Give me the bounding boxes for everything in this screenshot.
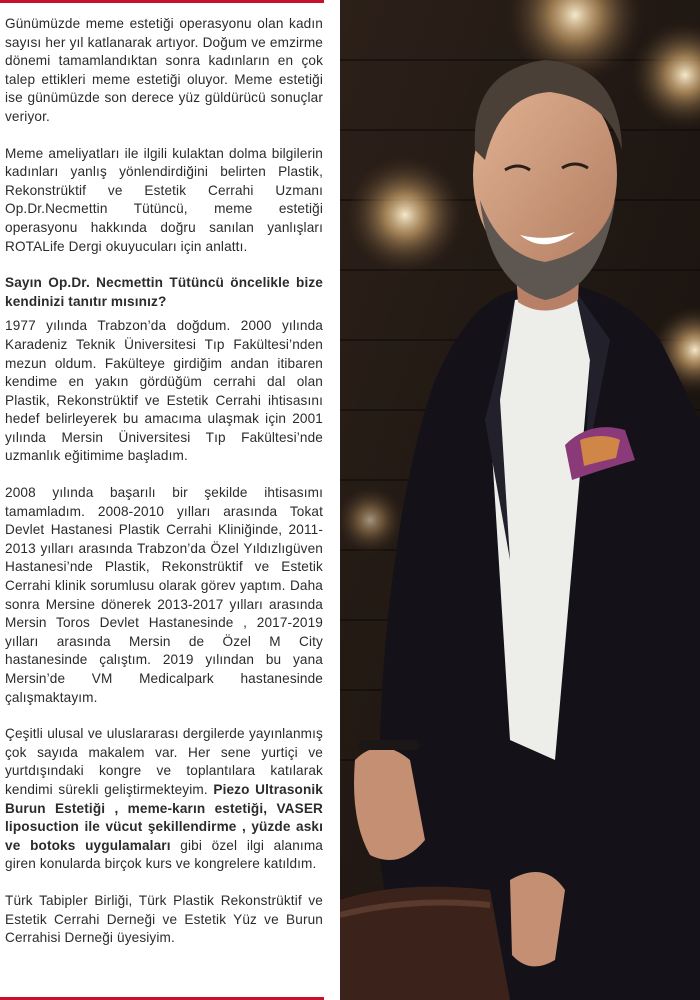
intro-paragraph-1: Günümüzde meme estetiği operasyonu olan kadın sayısı her yıl katlanarak artıyor. Doğum ve emzirme dönemi tamamlandıktan sonra kadınların en çok talep ettikleri meme estetiği oluyor. Meme estetiği ise günümüzde son derece yüz güldürücü sonuçlar veriyor.	[5, 16, 323, 124]
answer-3-highlight: Piezo Ultrasonik Burun Estetiği , meme-karın estetiği, VASER liposuction ile vücut şekillendirme , yüzde askı ve botoks uygulamaları	[5, 781, 323, 853]
answer-paragraph-1: 1977 yılında Trabzon’da doğdum. 2000 yılında Karadeniz Teknik Üniversitesi Tıp Fakültesi’nden mezun oldum. Fakülteye girdiğim andan itibaren kendime en yakın gördüğüm cerrahi dal olan Plastik, Rekonstrüktif ve Estetik Cerrahi ihtisasını hedef belirleyerek bu amacıma ulaşmak için 2001 yılında Mersin Üniversitesi Tıp Fakültesi’nde uzmanlık eğitimime başladım.	[5, 318, 323, 464]
intro-paragraph-2: Meme ameliyatları ile ilgili kulaktan dolma bilgilerin kadınları yanlış yönlendirdiğini belirten Plastik, Rekonstrüktif ve Estetik Cerrahi Uzmanı Op.Dr.Necmettin Tütüncü, meme estetiği operasyonu hakkında doğru sanılan yanlışları ROTALife Dergi okuyucuları için anlattı.	[5, 145, 323, 254]
answer-paragraph-2: 2008 yılında başarılı bir şekilde ihtisasımı tamamladım. 2008-2010 yılları arasında Tokat Devlet Hastanesi Plastik Cerrahi Kliniğinde, 2011-2013 yılları arasında Trabzon’da Özel Yıldızlıgüven Hastanesi’nde Plastik, Rekonstrüktif ve Estetik Cerrahi klinik sorumlusu olarak görev yaptım. Daha sonra Mersine dönerek 2013-2017 yılları arasında Mersin Toros Devlet Hastanesinde , 2017-2019 yılları arasında Mersin de Özel M City hastanesinde çalıştım. 2019 yılından bu yana Mersin’de VM Medicalpark hastanesinde çalışmaktayım.	[5, 485, 323, 705]
portrait-illustration	[340, 0, 700, 1000]
top-accent-rule	[0, 0, 324, 3]
article-text-column	[5, 15, 323, 966]
answer-paragraph-3	[5, 725, 323, 874]
portrait-photo	[340, 0, 700, 1000]
interview-question: Sayın Op.Dr. Necmettin Tütüncü öncelikle bize kendinizi tanıtır mısınız?	[5, 275, 323, 309]
answer-paragraph-4: Türk Tabipler Birliği, Türk Plastik Rekonstrüktif ve Estetik Cerrahi Derneği ve Estetik Yüz ve Burun Cerrahisi Derneği üyesiyim.	[5, 892, 323, 946]
answer-3-text-end: gibi özel ilgi alanıma giren konularda birçok kurs ve kongrelere katıldım.	[5, 837, 323, 872]
answer-3-text-start: Çeşitli ulusal ve uluslararası dergilerde yayınlanmış çok sayıda makalem var. Her sene yurtiçi ve yurtdışındaki kongre ve toplantılara katılarak kendimi sürekli geliştirmekteyim.	[5, 726, 323, 797]
